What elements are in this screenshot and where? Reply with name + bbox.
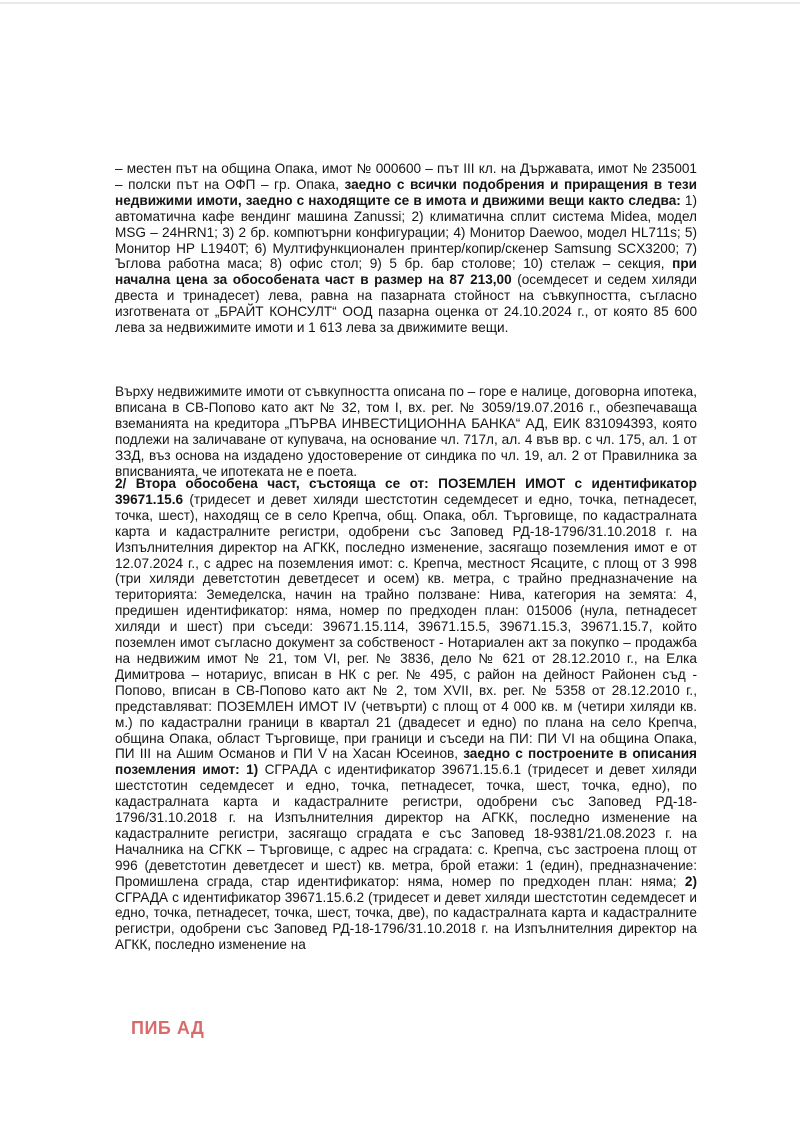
text-run-bold: заедно с всички подобрения и приращения в тези недвижими имоти, заедно с находящите се в имота и движими вещи както следва:: [115, 176, 697, 208]
paragraph-text: Върху недвижимите имоти от съвкупността описана по – горе е налице, договорна ипотека, вписана в СВ-Попово като акт № 32, том I, вх. рег. № 3059/19.07.2016 г., обезпечаваща вземанията на кредитора „ПЪРВА ИНВЕСТИЦИОННА БАНКА“ АД, ЕИК 831094393, която подлежи на заличаване от купувача, на основание чл. 717л, ал. 4 във вр. с чл. 175, ал. 1 от ЗЗД, въз основа на издадено удостоверение от синдика по чл. 19, ал. 2 от Правилника за вписванията, че ипотеката не е поета.: [115, 384, 697, 479]
paragraph-mortgage: [115, 384, 697, 479]
text-run-bold: заедно с построените в описания поземления имот: 1): [115, 746, 697, 778]
bank-stamp-text: ПИБ АД: [131, 1018, 205, 1038]
text-run: СГРАДА с идентификатор 39671.15.6.1 (тридесет и девет хиляди шестстотин седемдесет и едно, точка, петнадесет, точка, шест, точка, едно), по кадастралната карта и кадастралните регистри, одобрени със Заповед РД-18-1796/31.10.2018 г. на Изпълнителния директор на АГКК, последно изменение на кадастралните регистри, засягащо сградата е със Заповед 18-9381/21.08.2023 г. на Началника на СГКК – Търговище, с адрес на сградата: с. Крепча, със застроена площ от 996 (деветстотин деветдесет и шест) кв. метра, брой етажи: 1 (един), предназначение: Промишлена сграда, стар идентификатор: няма, номер по предходен план: няма;: [115, 762, 697, 889]
paragraph-first-lot-continuation: [115, 161, 697, 336]
paragraph-second-lot: [115, 476, 697, 953]
text-run-bold: 2/ Втора обособена част, състояща се от: ПОЗЕМЛЕН ИМОТ с идентификатор 39671.15.6: [115, 476, 697, 507]
text-run: (тридесет и девет хиляди шестстотин седемдесет и едно, точка, петнадесет, точка, шест), находящ се в село Крепча, общ. Опака, обл. Търговище, по кадастралната карта и кадастралните регистри, одобрени със Заповед РД-18-1796/31.10.2018 г. на Изпълнителния директор на АГКК, последно изменение, засягащо поземления имот е от 12.07.2024 г., с адрес на поземления имот: с. Крепча, местност Ясаците, с площ от 3 998 (три хиляди деветстотин деветдесет и осем) кв. метра, с трайно предназначение на територията: Земеделска, начин на трайно ползване: Нива, категория на земята: 4, предишен идентификатор: няма, номер по предходен план: 015006 (нула, петнадесет хиляди и шест) при съседи: 39671.15.114, 39671.15.5, 39671.15.3, 39671.15.7, който поземлен имот съгласно документ за собственост - Нотариален акт за покупко – продажба на недвижим имот № 21, том VI, рег. № 3836, дело № 621 от 28.12.2010 г., на Елка Димитрова – нотариус, вписан в НК с рег. № 495, с район на дейност Районен съд - Попово, вписан в СВ-Попово като акт № 2, том XVII, вх. рег. № 5358 от 28.12.2010 г., представляват: ПОЗЕМЛЕН ИМОТ IV (четвърти) с площ от 4 000 кв. м (четири хиляди кв. м.) по кадастрални граници в квартал 21 (двадесет и едно) по плана на село Крепча, община Опака, област Търговище, при граници и съседи на ПИ: ПИ VI на община Опака, ПИ III на Ашим Османов и ПИ V на Хасан Юсеинов,: [115, 491, 697, 762]
text-run: – местен път на община Опака, имот № 000600 – път III кл. на Държавата, имот № 235001 – полски път на ОФП – гр. Опака,: [115, 161, 697, 192]
scan-edge-line: [0, 2, 800, 4]
paragraph-text: [115, 161, 697, 336]
text-run-bold: 2): [684, 873, 697, 889]
text-run-bold: при начална цена за обособената част в размер на 87 213,00: [115, 256, 697, 288]
text-run: 1) автоматична кафе вендинг машина Zanussi; 2) климатична сплит система Midea, модел MSG – 24HRN1; 3) 2 бр. компютърни конфигурации; 4) Монитор Daewoo, модел HL711s; 5) Монитор HP L1940T; 6) Мултифункционален принтер/копир/скенер Samsung SCX3200; 7) Ъглова работна маса; 8) офис стол; 9) 5 бр. бар столове; 10) стелаж – секция,: [115, 192, 697, 272]
text-run: СГРАДА с идентификатор 39671.15.6.2 (тридесет и девет хиляди шестстотин седемдесет и едно, точка, петнадесет, точка, шест, точка, две), по кадастралната карта и кадастралните регистри, одобрени със Заповед РД-18-1796/31.10.2018 г. на Изпълнителния директор на АГКК, последно изменение на: [115, 889, 697, 953]
text-run: (осемдесет и седем хиляди двеста и тринадесет) лева, равна на пазарната стойност на съвкупността, съгласно изготвената от „БРАЙТ КОНСУЛТ“ ООД пазарна оценка от 24.10.2024 г., от която 85 600 лева за недвижимите имоти и 1 613 лева за движимите вещи.: [115, 272, 698, 336]
paragraph-text: [115, 476, 697, 953]
